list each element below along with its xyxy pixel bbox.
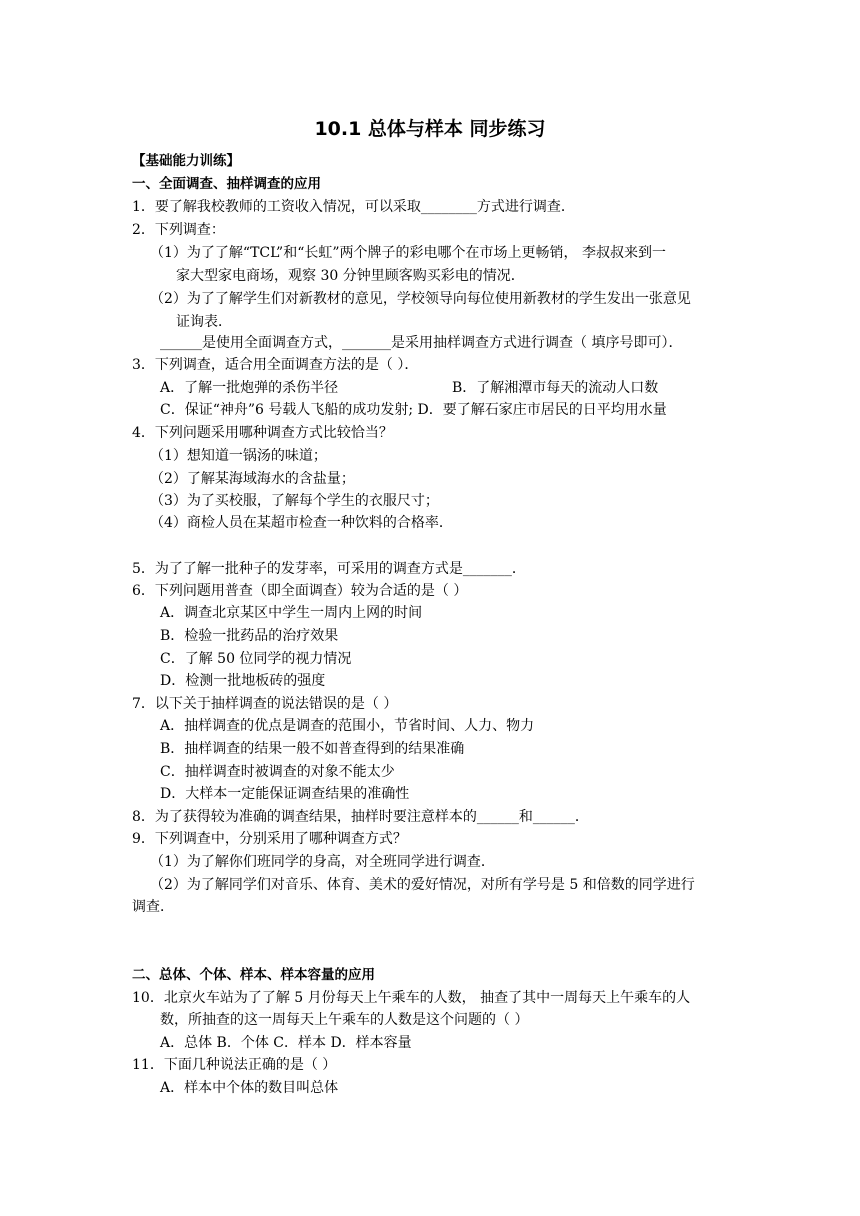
- question-4-item-4: （4）商检人员在某超市检查一种饮料的合格率．: [150, 515, 453, 531]
- question-3-option-a: A．了解一批炮弹的杀伤半径: [160, 380, 339, 396]
- question-3-options-cd: C．保证“神舟”6 号载人飞船的成功发射; D．要了解石家庄市居民的日平均用水量: [160, 402, 667, 418]
- question-9-item-2: （2）为了解同学们对音乐、体育、美术的爱好情况，对所有学号是 5 和倍数的同学进行: [150, 877, 695, 893]
- question-9-item-2-cont: 调查．: [132, 899, 174, 915]
- question-11: 11．下面几种说法正确的是（ ）: [132, 1057, 337, 1073]
- page-title: 10.1 总体与样本 同步练习: [314, 118, 546, 140]
- question-6-option-d: D．检测一批地板砖的强度: [160, 673, 326, 689]
- question-2: 2．下列调查：: [132, 222, 225, 238]
- question-2-item-2-cont: 证询表．: [176, 314, 232, 330]
- question-6-option-a: A．调查北京某区中学生一周内上网的时间: [160, 605, 423, 621]
- question-4-item-1: （1）想知道一锅汤的味道；: [150, 448, 327, 464]
- question-6-option-b: B．检验一批药品的治疗效果: [160, 628, 339, 644]
- question-7-option-b: B．抽样调查的结果一般不如普查得到的结果准确: [160, 741, 465, 757]
- question-7-option-d: D．大样本一定能保证调查结果的准确性: [160, 786, 410, 802]
- part1-heading: 一、全面调查、抽样调查的应用: [132, 176, 321, 192]
- question-8: 8．为了获得较为准确的调查结果，抽样时要注意样本的______和______．: [132, 809, 589, 825]
- question-7-option-c: C．抽样调查时被调查的对象不能太少: [160, 764, 395, 780]
- question-4: 4．下列问题采用哪种调查方式比较恰当？: [132, 425, 393, 441]
- question-2-item-1-cont: 家大型家电商场，观察 30 分钟里顾客购买彩电的情况．: [176, 268, 525, 284]
- question-6: 6．下列问题用普查（即全面调查）较为合适的是（ ）: [132, 583, 468, 599]
- question-9-item-1: （1）为了解你们班同学的身高，对全班同学进行调查．: [150, 854, 495, 870]
- question-10-cont: 数，所抽查的这一周每天上午乘车的人数是这个问题的（ ）: [160, 1012, 529, 1028]
- question-3: 3．下列调查，适合用全面调查方法的是（ ）．: [132, 357, 419, 373]
- question-11-option-a: A．样本中个体的数目叫总体: [160, 1080, 339, 1096]
- question-2-fill: ______是使用全面调查方式，_______是采用抽样调查方式进行调查（ 填序号即可）．: [160, 335, 683, 351]
- question-10: 10．北京火车站为了了解 5 月份每天上午乘车的人数， 抽查了其中一周每天上午乘车的人: [132, 990, 691, 1006]
- question-5: 5．为了了解一批种子的发芽率，可采用的调查方式是_______．: [132, 561, 526, 577]
- question-1: 1．要了解我校教师的工资收入情况，可以采取________方式进行调查．: [132, 199, 575, 215]
- question-7: 7．以下关于抽样调查的说法错误的是（ ）: [132, 696, 398, 712]
- question-3-options-ab: [160, 378, 658, 398]
- question-2-item-2: （2）为了了解学生们对新教材的意见，学校领导向每位使用新教材的学生发出一张意见: [150, 291, 691, 307]
- question-10-options: A．总体 B．个体 C．样本 D．样本容量: [160, 1035, 412, 1051]
- question-3-option-b: B．了解湘潭市每天的流动人口数: [452, 380, 659, 396]
- question-4-item-2: （2）了解某海域海水的含盐量；: [150, 471, 355, 487]
- question-2-item-1: （1）为了了解“TCL”和“长虹”两个牌子的彩电哪个在市场上更畅销， 李叔叔来到一: [150, 245, 666, 261]
- part2-heading: 二、总体、个体、样本、样本容量的应用: [132, 967, 375, 983]
- question-9: 9．下列调查中，分别采用了哪种调查方式？: [132, 831, 407, 847]
- question-7-option-a: A．抽样调查的优点是调查的范围小，节省时间、人力、物力: [160, 718, 535, 734]
- question-4-item-3: （3）为了买校服，了解每个学生的衣服尺寸；: [150, 493, 439, 509]
- question-6-option-c: C．了解 50 位同学的视力情况: [160, 651, 352, 667]
- section-header: 【基础能力训练】: [132, 153, 240, 169]
